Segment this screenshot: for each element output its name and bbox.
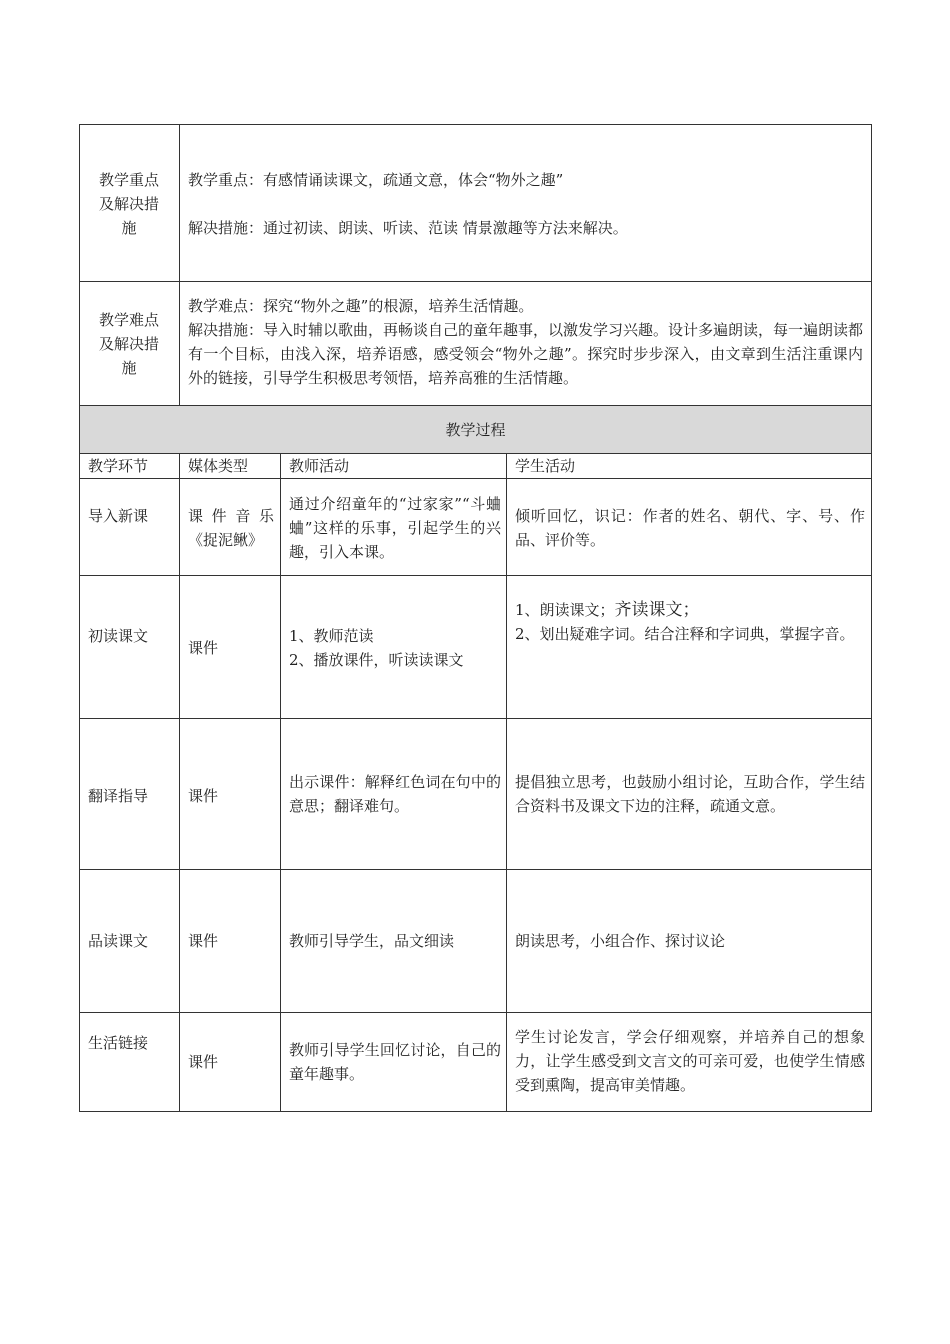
row3-student: 提倡独立思考，也鼓励小组讨论，互助合作，学生结合资料书及课文下边的注释，疏通文意。 (515, 773, 865, 815)
row2-student: 2、划出疑难字词。结合注释和字词典，掌握字音。 (515, 625, 855, 643)
row4-media: 课件 (188, 932, 219, 950)
row3-media: 课件 (188, 787, 219, 805)
row5-stage: 生活链接 (88, 1034, 149, 1052)
focus-measure: 解决措施：通过初读、朗读、听读、范读 情景激趣等方法来解决。 (188, 219, 628, 237)
header-stage: 教学环节 (88, 457, 149, 475)
focus-label: 教学重点及解决措施 (98, 171, 159, 237)
row2-student-line1-a: 1、朗读课文； (515, 601, 615, 619)
row1-student: 倾听回忆，识记：作者的姓名、朝代、字、号、作品、评价等。 (515, 507, 865, 549)
row2-student-line1 (515, 598, 865, 622)
row1-teacher: 通过介绍童年的“过家家”“斗蛐蛐”这样的乐事，引起学生的兴趣，引入本课。 (289, 495, 501, 561)
row3-stage: 翻译指导 (88, 787, 149, 805)
row2-teacher: 1、教师范读 2、播放课件，听读读课文 (289, 627, 464, 669)
difficulty-measure: 解决措施：导入时辅以歌曲，再畅谈自己的童年趣事，以激发学习兴趣。设计多遍朗读，每一遍朗读都有一个目标，由浅入深，培养语感，感受领会“物外之趣”。探究时步步深入，由文章到生活注重课内外的链接，引导学生积极思考领悟，培养高雅的生活情趣。 (188, 321, 864, 387)
row2-media: 课件 (188, 639, 219, 657)
header-media: 媒体类型 (188, 457, 249, 475)
row4-student: 朗读思考，小组合作、探讨议论 (515, 932, 726, 950)
row2-stage: 初读课文 (88, 627, 149, 645)
row4-stage: 品读课文 (88, 932, 149, 950)
header-teacher: 教师活动 (289, 457, 350, 475)
row5-student: 学生讨论发言，学会仔细观察，并培养自己的想象力，让学生感受到文言文的可亲可爱，也使学生情感受到熏陶，提高审美情趣。 (515, 1028, 865, 1094)
row1-media: 课 件 音 乐《捉泥鳅》 (188, 507, 274, 549)
row4-teacher: 教师引导学生，品文细读 (289, 932, 455, 950)
row2-student-line1-b: 齐读课文； (614, 600, 700, 620)
difficulty-point: 教学难点：探究“物外之趣”的根源，培养生活情趣。 (188, 297, 534, 315)
header-student: 学生活动 (515, 457, 576, 475)
row5-teacher: 教师引导学生回忆讨论，自己的童年趣事。 (289, 1041, 501, 1083)
row3-teacher: 出示课件：解释红色词在句中的意思；翻译难句。 (289, 773, 501, 815)
row1-stage: 导入新课 (88, 507, 149, 525)
row5-media: 课件 (188, 1053, 219, 1071)
process-title: 教学过程 (445, 421, 506, 439)
focus-point: 教学重点：有感情诵读课文，疏通文意，体会“物外之趣” (188, 171, 564, 189)
difficulty-label: 教学难点及解决措施 (98, 311, 159, 377)
